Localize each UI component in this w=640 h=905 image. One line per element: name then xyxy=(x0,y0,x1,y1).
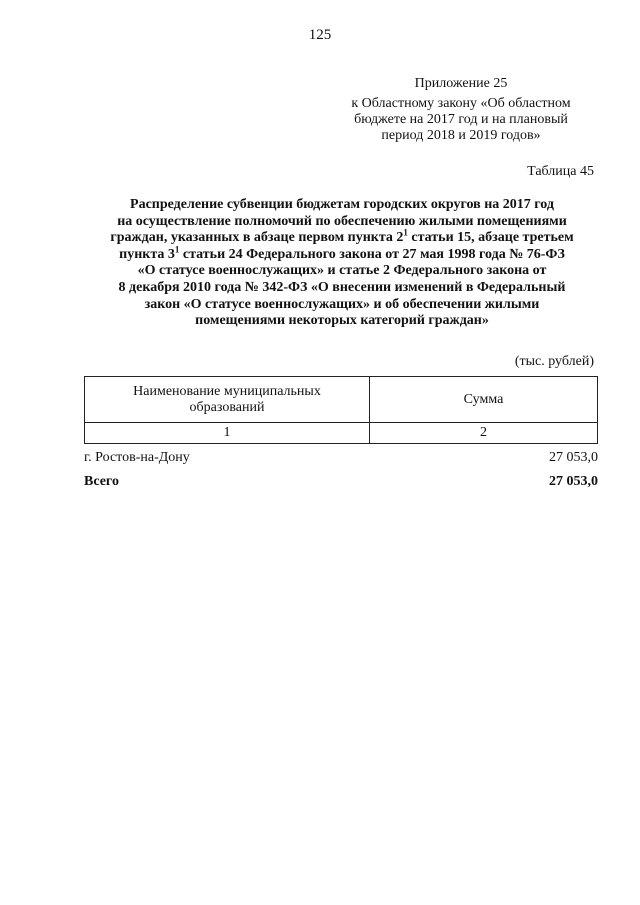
total-sum: 27 053,0 xyxy=(549,474,598,489)
column-number: 1 xyxy=(85,423,370,444)
title-line xyxy=(84,244,600,264)
appendix-line: к Областному закону «Об областном xyxy=(351,96,571,111)
title-text: граждан, указанных в абзаце первом пункта 2 xyxy=(110,230,404,246)
title-line: «О статусе военнослужащих» и статье 2 Федерального закона от xyxy=(137,263,547,279)
title-line: 8 декабря 2010 года № 342-ФЗ «О внесении изменений в Федеральный xyxy=(118,279,566,295)
appendix-label: Приложение 25 xyxy=(414,76,508,91)
column-number: 2 xyxy=(370,423,598,444)
municipality-sum: 27 053,0 xyxy=(549,450,598,465)
table-row xyxy=(84,450,598,466)
title-line xyxy=(84,227,600,247)
appendix-line: бюджете на 2017 год и на плановый xyxy=(354,112,568,127)
page-number: 125 xyxy=(308,27,332,43)
header-text: Наименование муниципальных xyxy=(133,383,321,399)
column-number-row xyxy=(85,423,598,444)
title-line: на осуществление полномочий по обеспечению жилыми помещениями xyxy=(117,213,567,229)
total-row xyxy=(84,474,598,490)
table-number: Таблица 45 xyxy=(527,164,594,179)
title-text: статьи 24 Федерального закона от 27 мая 1998 года № 76-ФЗ xyxy=(179,246,565,262)
header-municipality xyxy=(85,377,370,423)
header-text: образований xyxy=(189,399,265,415)
title-line: Распределение субвенции бюджетам городских округов на 2017 год xyxy=(130,197,554,212)
title-line: закон «О статусе военнослужащих» и об обеспечении жилыми xyxy=(144,296,540,312)
total-label: Всего xyxy=(84,474,119,489)
units-label: (тыс. рублей) xyxy=(514,354,594,369)
appendix-block xyxy=(330,76,592,144)
title-text: статьи 15, абзаце третьем xyxy=(407,230,574,246)
header-sum: Сумма xyxy=(370,377,598,423)
data-table-header xyxy=(84,376,598,444)
table-header-row xyxy=(85,377,598,423)
document-title xyxy=(84,197,600,330)
title-line: помещениями некоторых категорий граждан» xyxy=(195,313,489,329)
appendix-line: период 2018 и 2019 годов» xyxy=(381,128,541,143)
title-text: пункта 3 xyxy=(119,246,175,262)
superscript: 1 xyxy=(403,227,408,238)
municipality-name: г. Ростов-на-Дону xyxy=(84,450,190,465)
superscript: 1 xyxy=(174,244,180,255)
